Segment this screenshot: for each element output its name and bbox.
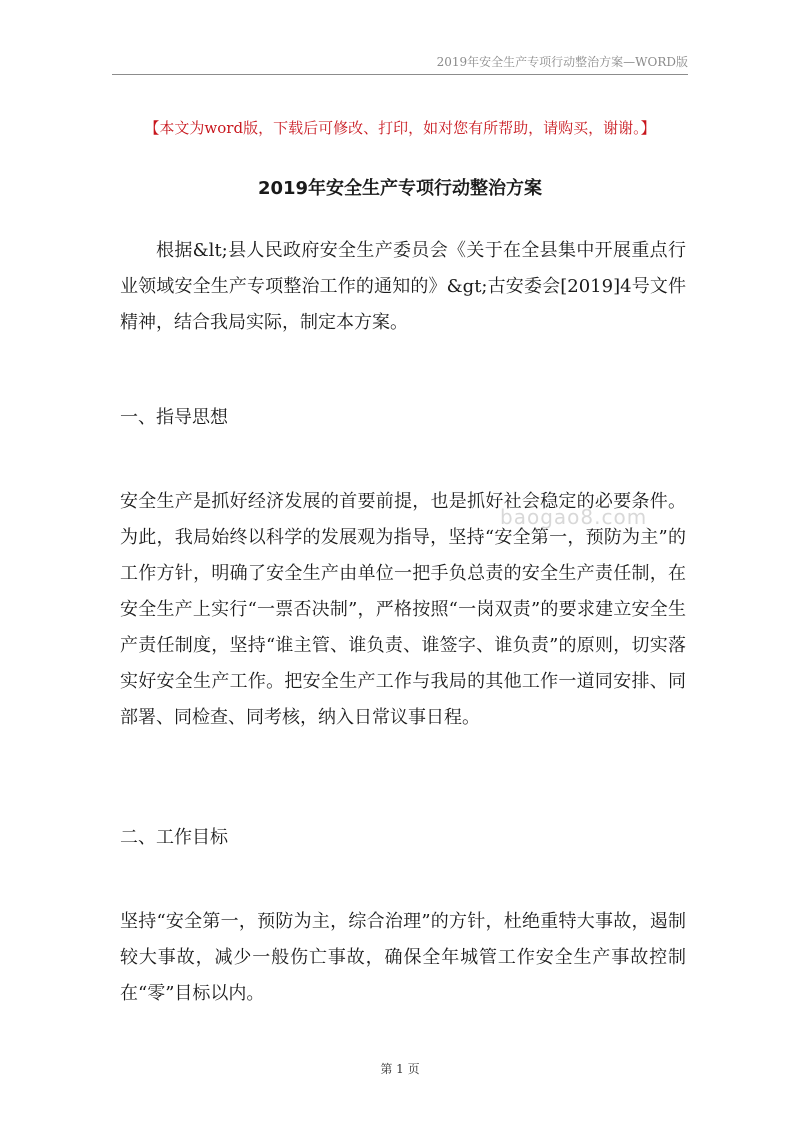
document-title: 2019年安全生产专项行动整治方案: [257, 178, 543, 199]
section-body: 坚持“安全第一，预防为主，综合治理”的方针，杜绝重特大事故，遏制较大事故，减少一般伤亡事故，确保全年城管工作安全生产事故控制在“零”目标以内。: [120, 911, 686, 1004]
section-body: 安全生产是抓好经济发展的首要前提，也是抓好社会稳定的必要条件。为此，我局始终以科学的发展观为指导，坚持“安全第一，预防为主”的工作方针，明确了安全生产由单位一把手负总责的安全生产责任制，在安全生产上实行“一票否决制”，严格按照“一岗双责”的要求建立安全生产责任制度，坚持“谁主管、谁负责、谁签字、谁负责”的原则，切实落实好安全生产工作。把安全生产工作与我局的其他工作一道同安排、同部署、同检查、同考核，纳入日常议事日程。: [120, 491, 686, 728]
watermark: baogao8.com: [500, 505, 648, 529]
page-number: 第 1 页: [380, 1062, 420, 1076]
section-heading: 一、指导思想: [120, 407, 228, 428]
download-notice: 【本文为word版，下载后可修改、打印，如对您有所帮助，请购买，谢谢。】: [144, 119, 656, 137]
running-header: 2019年安全生产专项行动整治方案—WORD版: [112, 50, 688, 75]
intro-paragraph: 根据&lt;县人民政府安全生产委员会《关于在全县集中开展重点行业领域安全生产专项整治工作的通知的》&gt;古安委会[2019]4号文件精神，结合我局实际，制定本方案。: [120, 240, 686, 333]
section-heading: 二、工作目标: [120, 827, 228, 848]
